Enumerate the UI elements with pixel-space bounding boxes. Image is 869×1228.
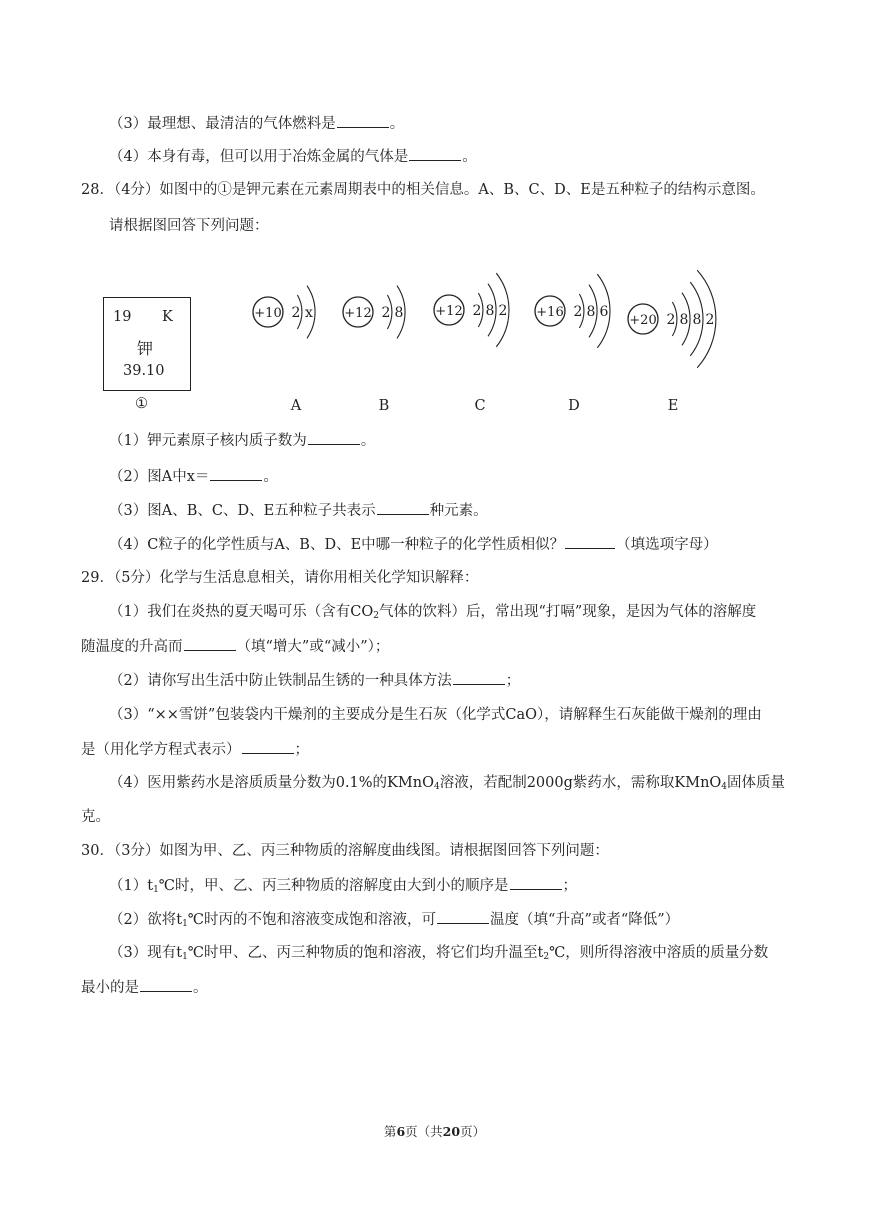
particle-B (343, 286, 405, 414)
q27-3 (109, 113, 404, 134)
shell-electron-count: 2 (381, 305, 391, 321)
nucleus-charge: +16 (536, 305, 564, 320)
text: 溶液，若配制2000g紫药水，需称取KMnO (439, 775, 722, 791)
answer-blank[interactable] (377, 500, 429, 515)
nucleus-charge: +10 (254, 306, 282, 321)
subscript: 2 (543, 952, 550, 962)
text: 。 (263, 469, 278, 485)
text: 。 (360, 433, 376, 449)
text: （2）欲将t (109, 912, 183, 928)
text: 。 (193, 980, 208, 996)
shell-electron-count: 2 (291, 305, 301, 321)
q29-4a (109, 773, 785, 797)
shell-electron-count: 2 (666, 312, 676, 328)
text: （4）医用紫药水是溶质质量分数为0.1%的KMnO (109, 775, 434, 791)
shell-electron-count: 8 (586, 304, 596, 320)
text: 最小的是 (81, 980, 139, 996)
q29-4b: 克。 (81, 809, 110, 825)
page-total: 20 (442, 1124, 461, 1139)
shell-electron-count: 6 (599, 304, 609, 320)
answer-blank[interactable] (242, 739, 294, 754)
shell-electron-count: 8 (679, 312, 689, 328)
subscript: 1 (182, 952, 188, 962)
footer-text: 页（共 (405, 1124, 443, 1139)
q30-3a (109, 943, 768, 967)
q27-4 (109, 146, 477, 167)
text: ℃时甲、乙、丙三种物质的饱和溶液，将它们均升温至t (187, 945, 544, 961)
subscript: 4 (721, 782, 728, 792)
q30-2 (109, 909, 679, 934)
particle-label: B (378, 398, 390, 414)
q28-stem-cont: 请根据图回答下列问题： (109, 218, 269, 234)
text: （4）本身有毒，但可以用于冶炼金属的气体是 (109, 149, 409, 165)
answer-blank[interactable] (140, 977, 192, 992)
text: ℃时，甲、乙、丙三种物质的溶解度由大到小的顺序是 (158, 878, 509, 894)
text: ； (505, 673, 521, 689)
q28-3 (109, 500, 488, 521)
text: 固体质量 (727, 775, 786, 791)
q30-1 (109, 875, 577, 900)
q29-1b (81, 636, 389, 657)
nucleus-charge: +20 (629, 313, 657, 328)
text: （填选项字母） (616, 537, 718, 553)
subscript: 4 (433, 782, 440, 792)
text: ； (294, 742, 309, 758)
element-symbol: K (162, 309, 173, 325)
q29-1a (109, 602, 756, 626)
answer-blank[interactable] (210, 466, 262, 481)
q28-1 (109, 430, 375, 451)
shell-electron-count: 2 (498, 303, 508, 319)
answer-blank[interactable] (337, 113, 389, 128)
particle-C (434, 273, 509, 414)
shell-electron-count: 2 (573, 304, 583, 320)
answer-blank[interactable] (437, 909, 489, 924)
q29-stem: 29．（5分）化学与生活息息相关，请你用相关化学知识解释： (81, 570, 479, 586)
text: （1）t (109, 878, 154, 894)
q28-stem: 28．（4分）如图中的①是钾元素在元素周期表中的相关信息。A、B、C、D、E是五种粒子的结构示意图。 (81, 182, 765, 198)
text: 随温度的升高而 (81, 639, 183, 655)
q29-3b (81, 739, 309, 760)
nucleus-charge: +12 (344, 306, 372, 321)
subscript: 1 (153, 885, 159, 895)
answer-blank[interactable] (409, 146, 461, 161)
particle-label: A (290, 398, 302, 414)
text: ℃时丙的不饱和溶液变成饱和溶液，可 (187, 912, 437, 928)
text: 种元素。 (429, 503, 488, 519)
shell-electron-count: 8 (692, 312, 702, 328)
element-name: 钾 (137, 339, 154, 358)
text: （3）最理想、最清洁的气体燃料是 (109, 116, 336, 132)
text: （1）我们在炎热的夏天喝可乐（含有CO (109, 604, 374, 620)
footer-text: 第 (383, 1124, 397, 1139)
text: （3）现有t (109, 945, 183, 961)
q28-2 (109, 466, 278, 487)
q29-2 (109, 670, 520, 691)
text: 。 (389, 116, 405, 132)
q30-stem: 30．（3分）如图为甲、乙、丙三种物质的溶解度曲线图。请根据图回答下列问题： (81, 843, 609, 859)
text: ℃，则所得溶液中溶质的质量分数 (549, 945, 769, 961)
page-footer (0, 1122, 869, 1140)
shell-electron-count: 2 (472, 303, 482, 319)
shell-electron-count: 8 (394, 305, 404, 321)
q29-3a: （3）“××雪饼”包装袋内干燥剂的主要成分是生石灰（化学式CaO），请解释生石灰能做干燥剂的理由 (109, 707, 762, 723)
text: （2）图A中x＝ (109, 469, 210, 485)
shell-electron-count: x (305, 305, 313, 321)
answer-blank[interactable] (510, 875, 562, 890)
shell-electron-count: 8 (485, 303, 495, 319)
nucleus-charge: +12 (435, 304, 463, 319)
particle-A (253, 286, 315, 414)
page-number: 6 (396, 1124, 406, 1139)
footer-text: 页） (460, 1124, 486, 1139)
text: 是（用化学方程式表示） (81, 742, 241, 758)
text: （填“增大”或“减小”）； (236, 639, 390, 655)
shell-electron-count: 2 (705, 312, 715, 328)
text: ； (562, 878, 578, 894)
particle-D (535, 274, 610, 414)
periodic-cell-label: ① (135, 396, 148, 412)
subscript: 2 (373, 611, 379, 621)
answer-blank[interactable] (453, 670, 505, 685)
particle-label: C (474, 398, 486, 414)
particle-diagrams (96, 252, 736, 422)
q28-4 (109, 534, 718, 555)
atomic-number: 19 (113, 309, 132, 325)
atomic-mass: 39.10 (123, 363, 165, 379)
text: （2）请你写出生活中防止铁制品生锈的一种具体方法 (109, 673, 452, 689)
answer-blank[interactable] (308, 430, 360, 445)
text: 温度（填“升高”或者“降低”） (490, 912, 680, 928)
text: 气体的饮料）后，常出现“打嗝”现象，是因为气体的溶解度 (378, 604, 757, 620)
particle-label: D (568, 398, 580, 414)
particle-E (628, 270, 716, 414)
text: 。 (462, 149, 477, 165)
subscript: 1 (182, 919, 188, 929)
text: （1）钾元素原子核内质子数为 (109, 433, 307, 449)
text: （4）C粒子的化学性质与A、B、D、E中哪一种粒子的化学性质相似？ (109, 537, 565, 553)
answer-blank[interactable] (565, 534, 615, 549)
text: （3）图A、B、C、D、E五种粒子共表示 (109, 503, 376, 519)
atomic-structure-diagram (96, 252, 736, 422)
particle-label: E (667, 398, 679, 414)
answer-blank[interactable] (184, 636, 236, 651)
q30-3b (81, 977, 208, 998)
